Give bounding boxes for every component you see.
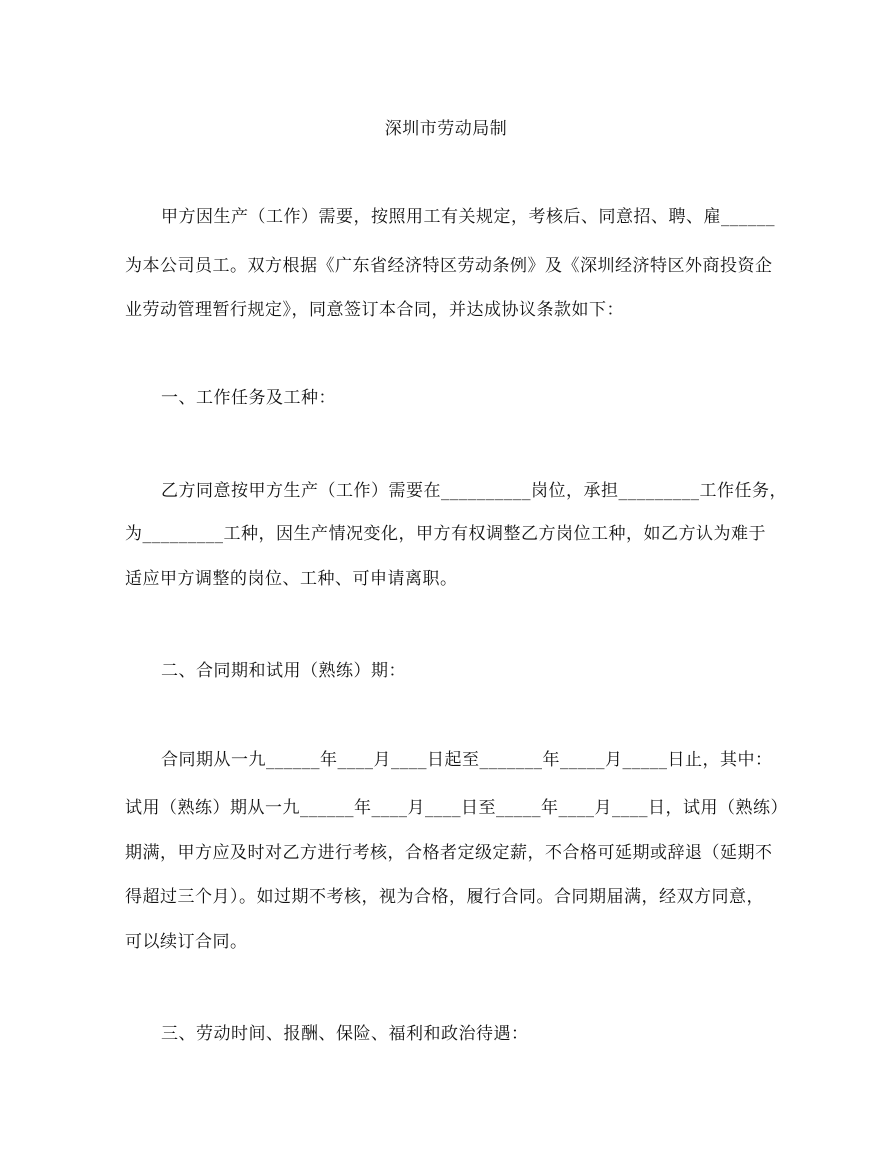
section-2-line-3: 期满，甲方应及时对乙方进行考核，合格者定级定薪，不合格可延期或辞退（延期不 [125,843,773,863]
section-2-heading: 二、合同期和试用（熟练）期： [161,661,406,681]
document-title: 深圳市劳动局制 [384,119,508,139]
section-2-line-1: 合同期从一九______年____月____日起至_______年_____月_____日止，其中： [161,750,773,770]
section-3-heading: 三、劳动时间、报酬、保险、福利和政治待遇： [161,1024,529,1044]
section-2-line-2: 试用（熟练）期从一九______年____月____日至_____年____月____日，试用（熟练） [125,798,788,818]
section-2-line-4: 得超过三个月）。如过期不考核，视为合格，履行合同。合同期届满，经双方同意， [125,887,764,907]
intro-line-2: 为本公司员工。双方根据《广东省经济特区劳动条例》及《深圳经济特区外商投资企 [125,256,773,276]
intro-line-1: 甲方因生产（工作）需要，按照用工有关规定，考核后、同意招、聘、雇______ [161,207,775,227]
section-1-line-1: 乙方同意按甲方生产（工作）需要在__________岗位，承担_________工作任务， [161,481,787,501]
section-1-heading: 一、工作任务及工种： [161,388,336,408]
section-1-line-3: 适应甲方调整的岗位、工种、可申请离职。 [125,569,458,589]
section-2-line-5: 可以续订合同。 [125,932,248,952]
intro-line-3: 业劳动管理暂行规定》，同意签订本合同，并达成协议条款如下： [125,300,624,320]
section-1-line-2: 为_________工种，因生产情况变化，甲方有权调整乙方岗位工种，如乙方认为难于 [125,524,766,544]
